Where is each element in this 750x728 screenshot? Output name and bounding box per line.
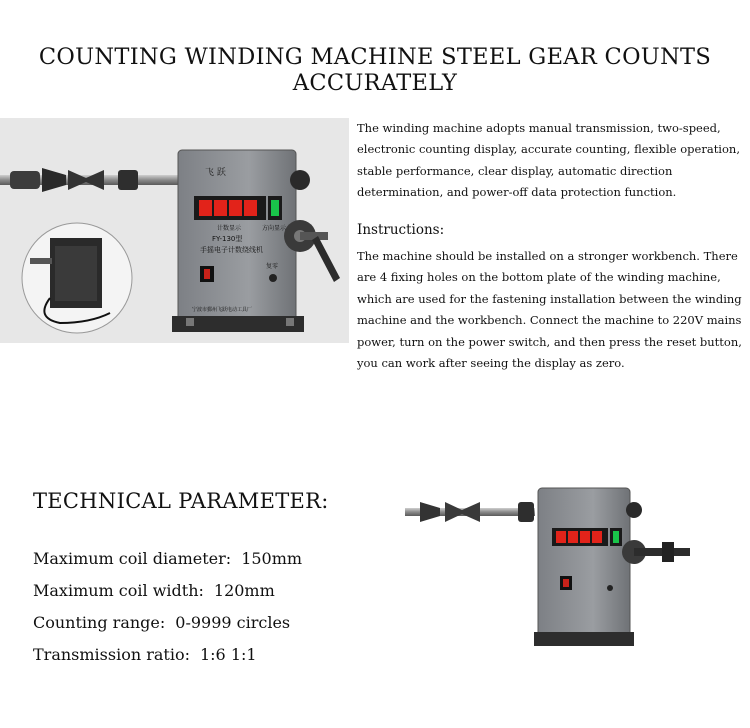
page-title: COUNTING WINDING MACHINE STEEL GEAR COUNTS ACCURATELY <box>38 44 712 96</box>
label-direction: 方向显示 <box>262 225 287 232</box>
machine-model: FY-130型 <box>212 235 243 243</box>
technical-heading: TECHNICAL PARAMETER: <box>33 489 329 513</box>
label-count: 计数显示 <box>217 225 242 232</box>
parameter-row: Counting range: 0-9999 circles <box>33 613 291 632</box>
product-photo-secondary <box>400 480 700 660</box>
parameter-list <box>33 543 302 671</box>
machine-brand: 飞 跃 <box>205 168 226 178</box>
reset-button[interactable] <box>269 274 277 282</box>
instructions-heading: Instructions: <box>357 222 445 238</box>
reset-label: 复零 <box>266 263 279 270</box>
parameter-row: Maximum coil diameter: 150mm <box>33 549 303 568</box>
product-photo-main <box>0 118 349 343</box>
maker-label: 宁波市鄞州飞跃电动工具厂 <box>192 307 253 313</box>
parameter-row: Transmission ratio: 1:6 1:1 <box>33 645 257 664</box>
instructions-text: The machine should be installed on a stronger workbench. There are 4 fixing holes on the bottom plate of the winding machine, which are used for the fastening installation between the winding machine and the workbench. Connect the machine to 220V mains power, turn on the power switch, and then press the reset button, you can work after seeing the display as zero. <box>357 249 742 371</box>
machine-name: 手摇电子计数绕线机 <box>200 246 263 254</box>
parameter-row: Maximum coil width: 120mm <box>33 581 275 600</box>
product-description: The winding machine adopts manual transmission, two-speed, electronic counting display, accurate counting, flexible operation, stable performance, clear display, automatic direction determination, and power-off data protection function. <box>357 121 740 200</box>
